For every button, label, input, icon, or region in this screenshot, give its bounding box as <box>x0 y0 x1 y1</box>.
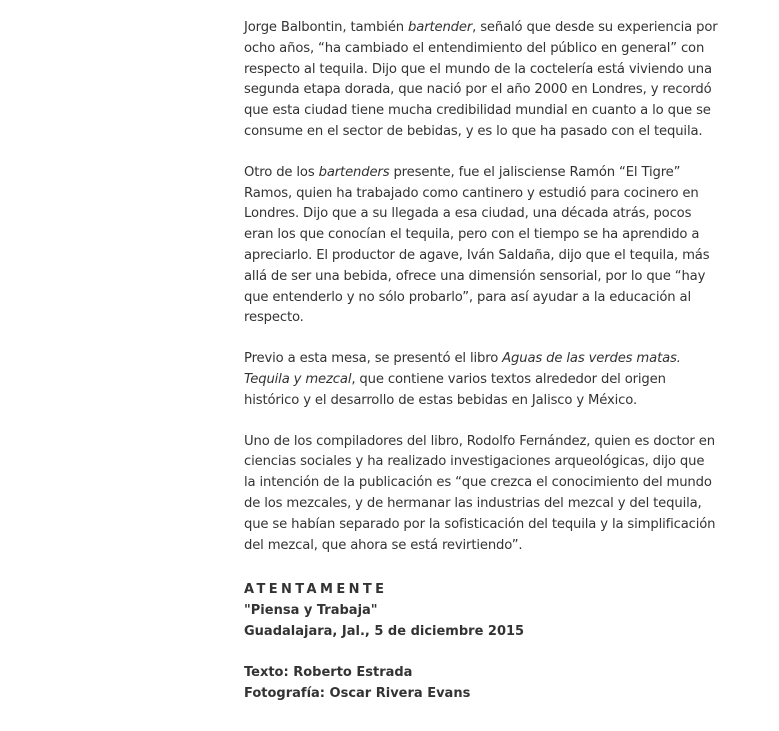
signature-block <box>244 580 719 705</box>
paragraph-balbontin <box>244 18 719 143</box>
paragraph-book <box>244 349 719 411</box>
paragraph-fernandez <box>244 432 719 557</box>
signature-spacer <box>244 642 719 663</box>
signature-heading: ATENTAMENTE <box>244 582 388 597</box>
paragraph-text: , que contiene varios textos alrededor del origen histórico y el desarrollo de estas bebidas en Jalisco y México. <box>244 371 666 408</box>
signature-place-date: Guadalajara, Jal., 5 de diciembre 2015 <box>244 623 525 639</box>
book-title: Aguas de las verdes matas. Tequila y mezcal <box>244 351 681 387</box>
signature-motto: "Piensa y Trabaja" <box>244 602 378 618</box>
photo-credit: Fotografía: Oscar Rivera Evans <box>244 685 471 701</box>
paragraph-text: presente, fue el jalisciense Ramón “El Tigre” Ramos, quien ha trabajado como cantinero y estudió para cocinero en Londres. Dijo que a su llegada a esa ciudad, una década atrás, pocos eran los que conocían el tequila, pero con el tiempo se ha aprendido a apreciarlo. El productor de agave, Iván Saldaña, dijo que el tequila, más allá de ser una bebida, ofrece una dimensión sensorial, por lo que “hay que entenderlo y no sólo probarlo”, para así ayudar a la educación al respecto. <box>244 164 710 326</box>
text-credit: Texto: Roberto Estrada <box>244 665 413 681</box>
article-body <box>244 18 719 576</box>
paragraph-text: Uno de los compiladores del libro, Rodolfo Fernández, quien es doctor en ciencias sociales y ha realizado investigaciones arqueológicas, dijo que la intención de la publicación es “que crezca el conocimiento del mundo de los mezcales, y de hermanar las industrias del mezcal y del tequila, que se habían separado por la sofisticación del tequila y la simplificación del mezcal, que ahora se está revirtiendo”. <box>244 433 716 553</box>
paragraph-text: , señaló que desde su experiencia por ocho años, “ha cambiado el entendimiento del público en general” con respecto al tequila. Dijo que el mundo de la coctelería está viviendo una segunda etapa dorada, que nació por el año 2000 en Londres, y recordó que esta ciudad tiene mucha credibilidad mundial en cuanto a lo que se consume en el sector de bebidas, y es lo que ha pasado con el tequila. <box>244 20 718 139</box>
paragraph-ramos <box>244 163 719 329</box>
paragraph-text: Otro de los <box>244 164 319 180</box>
italic-term: bartender <box>408 20 473 35</box>
paragraph-text: Jorge Balbontin, también <box>244 20 409 35</box>
paragraph-text: Previo a esta mesa, se presentó el libro <box>244 351 503 367</box>
italic-term: bartenders <box>318 164 390 180</box>
